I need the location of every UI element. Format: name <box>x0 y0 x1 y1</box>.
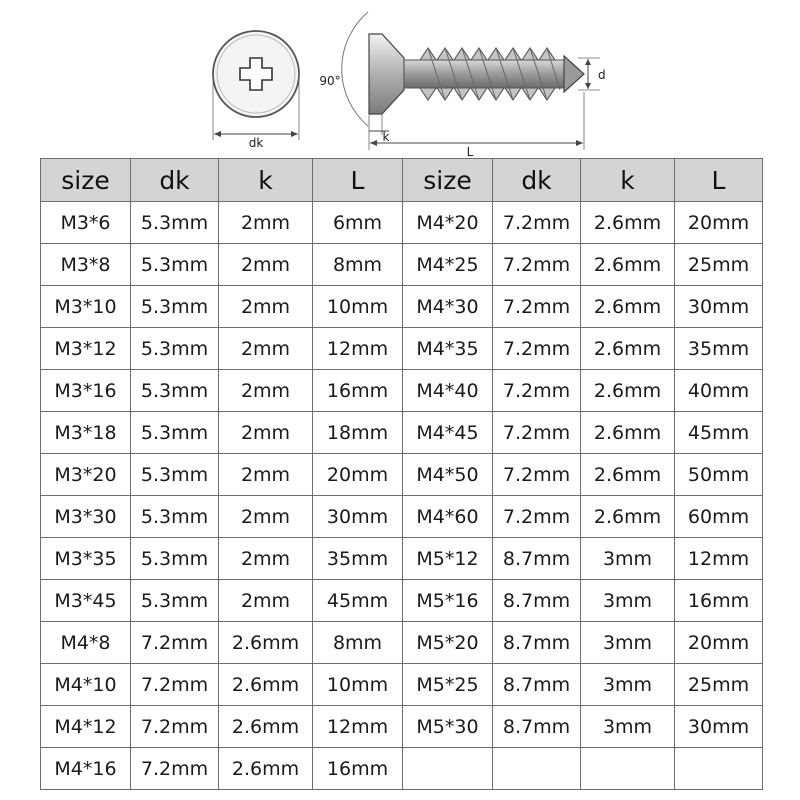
header-dk-left: dk <box>131 159 219 202</box>
table-row <box>41 706 763 748</box>
cell-dk-left: 5.3mm <box>131 328 219 370</box>
table-row <box>41 370 763 412</box>
cell-k-right: 3mm <box>581 622 675 664</box>
cell-dk-left: 5.3mm <box>131 580 219 622</box>
cell-L-left: 8mm <box>313 622 403 664</box>
cell-L-right: 50mm <box>675 454 763 496</box>
cell-dk-left: 5.3mm <box>131 244 219 286</box>
cell-k-right: 2.6mm <box>581 328 675 370</box>
cell-L-right: 16mm <box>675 580 763 622</box>
cell-size-right: M4*35 <box>403 328 493 370</box>
cell-k-right: 3mm <box>581 580 675 622</box>
cell-size-left: M3*16 <box>41 370 131 412</box>
cell-L-left: 16mm <box>313 370 403 412</box>
header-size-left: size <box>41 159 131 202</box>
cell-size-left: M3*20 <box>41 454 131 496</box>
cell-k-right: 2.6mm <box>581 496 675 538</box>
cell-dk-left: 7.2mm <box>131 748 219 790</box>
cell-L-left: 10mm <box>313 286 403 328</box>
cell-dk-right <box>493 748 581 790</box>
cell-L-right: 45mm <box>675 412 763 454</box>
cell-L-left: 30mm <box>313 496 403 538</box>
cell-dk-left: 5.3mm <box>131 412 219 454</box>
cell-size-left: M4*10 <box>41 664 131 706</box>
cell-k-right: 3mm <box>581 706 675 748</box>
cell-k-left: 2mm <box>219 412 313 454</box>
cell-k-left: 2.6mm <box>219 706 313 748</box>
cell-dk-left: 5.3mm <box>131 454 219 496</box>
cell-size-left: M4*8 <box>41 622 131 664</box>
screw-size-table <box>40 158 763 790</box>
cell-k-right: 2.6mm <box>581 202 675 244</box>
table-row <box>41 454 763 496</box>
cell-k-right: 2.6mm <box>581 244 675 286</box>
screw-diagram <box>0 0 800 160</box>
cell-size-left: M3*8 <box>41 244 131 286</box>
cell-size-right: M5*16 <box>403 580 493 622</box>
header-size-right: size <box>403 159 493 202</box>
table-row <box>41 748 763 790</box>
L-dimension-label: L <box>466 145 474 159</box>
cell-L-right: 30mm <box>675 286 763 328</box>
cell-L-left: 10mm <box>313 664 403 706</box>
cell-size-left: M3*45 <box>41 580 131 622</box>
table-header-row <box>41 159 763 202</box>
cell-dk-right: 7.2mm <box>493 328 581 370</box>
table-row <box>41 412 763 454</box>
table-row <box>41 496 763 538</box>
cell-dk-right: 7.2mm <box>493 412 581 454</box>
cell-k-left: 2mm <box>219 580 313 622</box>
angle-label: 90° <box>319 74 341 88</box>
cell-k-left: 2.6mm <box>219 622 313 664</box>
cell-k-left: 2mm <box>219 202 313 244</box>
cell-L-left: 12mm <box>313 706 403 748</box>
cell-size-left: M3*12 <box>41 328 131 370</box>
cell-k-left: 2mm <box>219 286 313 328</box>
cell-size-left: M3*6 <box>41 202 131 244</box>
dk-dimension-label: dk <box>248 136 264 150</box>
cell-L-right: 20mm <box>675 202 763 244</box>
cell-size-left: M4*12 <box>41 706 131 748</box>
cell-size-right: M4*20 <box>403 202 493 244</box>
cell-dk-right: 7.2mm <box>493 370 581 412</box>
cell-L-right <box>675 748 763 790</box>
cell-k-right: 2.6mm <box>581 412 675 454</box>
cell-L-left: 20mm <box>313 454 403 496</box>
table-row <box>41 202 763 244</box>
cell-size-right: M5*30 <box>403 706 493 748</box>
cell-size-right: M4*45 <box>403 412 493 454</box>
cell-dk-left: 5.3mm <box>131 496 219 538</box>
cell-size-right: M5*12 <box>403 538 493 580</box>
cell-dk-left: 7.2mm <box>131 706 219 748</box>
cell-k-left: 2mm <box>219 328 313 370</box>
cell-size-left: M3*18 <box>41 412 131 454</box>
cell-size-right: M4*50 <box>403 454 493 496</box>
cell-L-left: 6mm <box>313 202 403 244</box>
cell-k-left: 2mm <box>219 538 313 580</box>
cell-size-right: M4*40 <box>403 370 493 412</box>
cell-L-right: 30mm <box>675 706 763 748</box>
cell-dk-right: 7.2mm <box>493 286 581 328</box>
d-dimension-label: d <box>598 68 606 82</box>
cell-dk-right: 8.7mm <box>493 706 581 748</box>
table-row <box>41 622 763 664</box>
cell-size-left: M3*35 <box>41 538 131 580</box>
cell-dk-left: 7.2mm <box>131 664 219 706</box>
cell-L-left: 18mm <box>313 412 403 454</box>
cell-size-left: M3*10 <box>41 286 131 328</box>
table-row <box>41 286 763 328</box>
cell-L-right: 35mm <box>675 328 763 370</box>
cell-k-right: 2.6mm <box>581 454 675 496</box>
cell-dk-right: 8.7mm <box>493 538 581 580</box>
cell-k-left: 2mm <box>219 244 313 286</box>
cell-dk-right: 8.7mm <box>493 622 581 664</box>
header-L-left: L <box>313 159 403 202</box>
cell-k-left: 2mm <box>219 454 313 496</box>
k-dimension-label: k <box>382 130 390 144</box>
cell-size-left: M4*16 <box>41 748 131 790</box>
table-row <box>41 244 763 286</box>
cell-L-right: 25mm <box>675 244 763 286</box>
cell-dk-right: 8.7mm <box>493 580 581 622</box>
cell-size-right: M5*20 <box>403 622 493 664</box>
cell-k-right <box>581 748 675 790</box>
cell-size-right: M4*60 <box>403 496 493 538</box>
screw-head-top-view <box>213 31 299 150</box>
header-dk-right: dk <box>493 159 581 202</box>
cell-k-left: 2mm <box>219 496 313 538</box>
cell-k-right: 2.6mm <box>581 286 675 328</box>
cell-size-right: M5*25 <box>403 664 493 706</box>
cell-k-left: 2mm <box>219 370 313 412</box>
cell-size-left: M3*30 <box>41 496 131 538</box>
cell-dk-left: 5.3mm <box>131 286 219 328</box>
cell-L-left: 35mm <box>313 538 403 580</box>
header-L-right: L <box>675 159 763 202</box>
table-row <box>41 328 763 370</box>
cell-dk-right: 7.2mm <box>493 202 581 244</box>
screw-side-view <box>319 12 605 159</box>
cell-k-right: 3mm <box>581 664 675 706</box>
cell-dk-left: 7.2mm <box>131 622 219 664</box>
cell-k-right: 3mm <box>581 538 675 580</box>
header-k-left: k <box>219 159 313 202</box>
cell-dk-right: 8.7mm <box>493 664 581 706</box>
cell-L-left: 16mm <box>313 748 403 790</box>
cell-L-right: 25mm <box>675 664 763 706</box>
cell-L-left: 12mm <box>313 328 403 370</box>
cell-k-right: 2.6mm <box>581 370 675 412</box>
cell-L-right: 12mm <box>675 538 763 580</box>
cell-dk-left: 5.3mm <box>131 538 219 580</box>
cell-dk-right: 7.2mm <box>493 454 581 496</box>
cell-size-right <box>403 748 493 790</box>
cell-k-left: 2.6mm <box>219 664 313 706</box>
cell-L-right: 20mm <box>675 622 763 664</box>
cell-size-right: M4*25 <box>403 244 493 286</box>
table-row <box>41 580 763 622</box>
cell-dk-right: 7.2mm <box>493 244 581 286</box>
cell-k-left: 2.6mm <box>219 748 313 790</box>
cell-dk-left: 5.3mm <box>131 370 219 412</box>
cell-dk-left: 5.3mm <box>131 202 219 244</box>
cell-L-right: 60mm <box>675 496 763 538</box>
cell-L-right: 40mm <box>675 370 763 412</box>
cell-size-right: M4*30 <box>403 286 493 328</box>
cell-L-left: 8mm <box>313 244 403 286</box>
table-row <box>41 664 763 706</box>
cell-L-left: 45mm <box>313 580 403 622</box>
cell-dk-right: 7.2mm <box>493 496 581 538</box>
table-row <box>41 538 763 580</box>
header-k-right: k <box>581 159 675 202</box>
